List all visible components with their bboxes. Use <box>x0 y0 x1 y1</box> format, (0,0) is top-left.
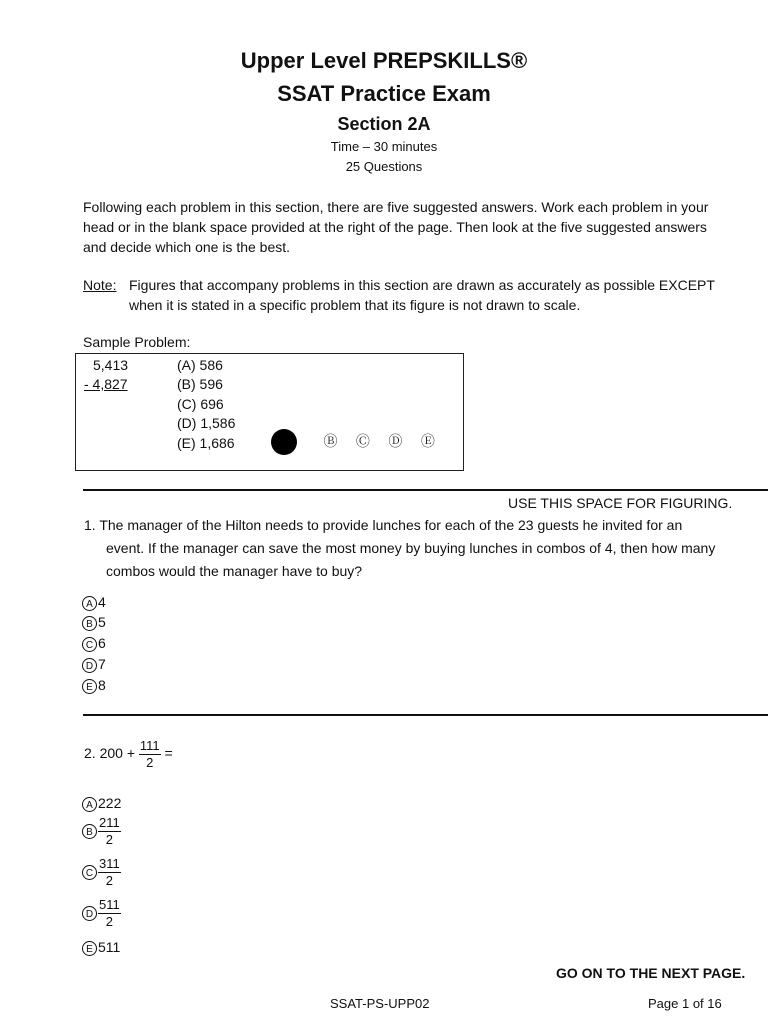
q1-choice-b[interactable] <box>82 614 106 631</box>
circle-c-icon: C <box>82 637 97 652</box>
sample-choice-b: (B) 596 <box>177 376 223 392</box>
sample-choice-a: (A) 586 <box>177 357 223 373</box>
question-2 <box>84 738 173 771</box>
circle-b-icon: B <box>82 824 97 839</box>
q2-choice-c-den: 2 <box>105 873 113 888</box>
figuring-label: USE THIS SPACE FOR FIGURING. <box>508 495 733 511</box>
q2-denominator: 2 <box>146 755 154 770</box>
circle-e-icon: E <box>82 941 97 956</box>
q1-choice-e-value: 8 <box>98 677 106 693</box>
q2-equals: = <box>164 745 173 762</box>
q2-choice-d[interactable] <box>82 897 121 930</box>
divider <box>83 714 768 716</box>
q1-choice-b-value: 5 <box>98 614 106 630</box>
sample-label: Sample Problem: <box>83 334 191 350</box>
circle-e-icon: E <box>82 679 97 694</box>
q2-choice-d-num: 511 <box>99 897 120 912</box>
question-count: 25 Questions <box>345 159 423 174</box>
q2-choice-b-den: 2 <box>105 832 113 847</box>
circle-d-icon: D <box>82 658 97 673</box>
q1-choice-c-value: 6 <box>98 635 106 651</box>
note-text: Figures that accompany problems in this section are drawn as accurately as possible EXCEPT when it is stated in a specific problem that its figure is not drawn to scale. <box>129 277 715 313</box>
q2-prefix: 2. 200 + <box>84 745 135 762</box>
exam-title-line2: SSAT Practice Exam <box>277 81 491 106</box>
q1-choice-d-value: 7 <box>98 656 106 672</box>
q1-choice-c[interactable] <box>82 635 106 652</box>
q1-choice-a[interactable] <box>82 594 106 611</box>
q2-choice-a-value: 222 <box>98 795 122 811</box>
go-on-notice: GO ON TO THE NEXT PAGE. <box>556 965 746 981</box>
sample-minuend: 5,413 <box>93 357 129 373</box>
q1-choice-a-value: 4 <box>98 594 106 610</box>
q2-choice-b[interactable] <box>82 815 121 848</box>
time-limit: Time – 30 minutes <box>330 139 438 154</box>
q2-choice-d-den: 2 <box>105 914 113 929</box>
circle-c-icon: C <box>82 865 97 880</box>
sample-choice-d: (D) 1,586 <box>177 415 236 431</box>
bubble-b: Ⓑ <box>323 433 338 450</box>
sample-choice-c: (C) 696 <box>177 396 224 412</box>
circle-d-icon: D <box>82 906 97 921</box>
q2-choice-c-fraction <box>98 856 121 889</box>
q2-choice-a[interactable] <box>82 795 121 812</box>
q2-choice-c-num: 311 <box>99 856 120 871</box>
q2-fraction <box>139 738 161 771</box>
sample-choice-e: (E) 1,686 <box>177 435 235 451</box>
question-1-text: 1. The manager of the Hilton needs to provide lunches for each of the 23 guests he invited for an event. If the manager can save the most money by buying lunches in combos of 4, then how many combos would the manager have to buy? <box>84 517 716 579</box>
bubble-d: Ⓓ <box>388 433 403 450</box>
q2-numerator: 111 <box>139 738 160 753</box>
q2-choice-b-num: 211 <box>99 815 120 830</box>
q2-choice-d-fraction <box>98 897 121 930</box>
q2-choice-e[interactable] <box>82 939 120 956</box>
divider <box>83 489 768 491</box>
q1-choice-e[interactable] <box>82 677 106 694</box>
circle-a-icon: A <box>82 596 97 611</box>
exam-title-line1: Upper Level PREPSKILLS® <box>240 48 528 73</box>
circle-b-icon: B <box>82 616 97 631</box>
sample-answer-bubbles <box>271 429 449 455</box>
document-code: SSAT-PS-UPP02 <box>330 996 430 1011</box>
page-number: Page 1 of 16 <box>648 996 722 1011</box>
circle-a-icon: A <box>82 797 97 812</box>
q2-choice-b-fraction <box>98 815 121 848</box>
note-label: Note: <box>83 277 117 293</box>
q1-choice-d[interactable] <box>82 656 106 673</box>
section-title: Section 2A <box>337 114 431 134</box>
q2-choice-e-value: 511 <box>98 939 121 955</box>
instructions: Following each problem in this section, there are five suggested answers. Work each problem in your head or in the blank space provided at the right of the page. Then look at the five suggested answers and decide which one is the best. <box>83 199 709 255</box>
bubble-e: Ⓔ <box>420 433 435 450</box>
bubble-c: Ⓒ <box>355 433 370 450</box>
filled-bubble-icon <box>271 429 297 455</box>
sample-subtrahend: - 4,827 <box>84 376 128 392</box>
note <box>83 275 733 315</box>
q2-choice-c[interactable] <box>82 856 121 889</box>
